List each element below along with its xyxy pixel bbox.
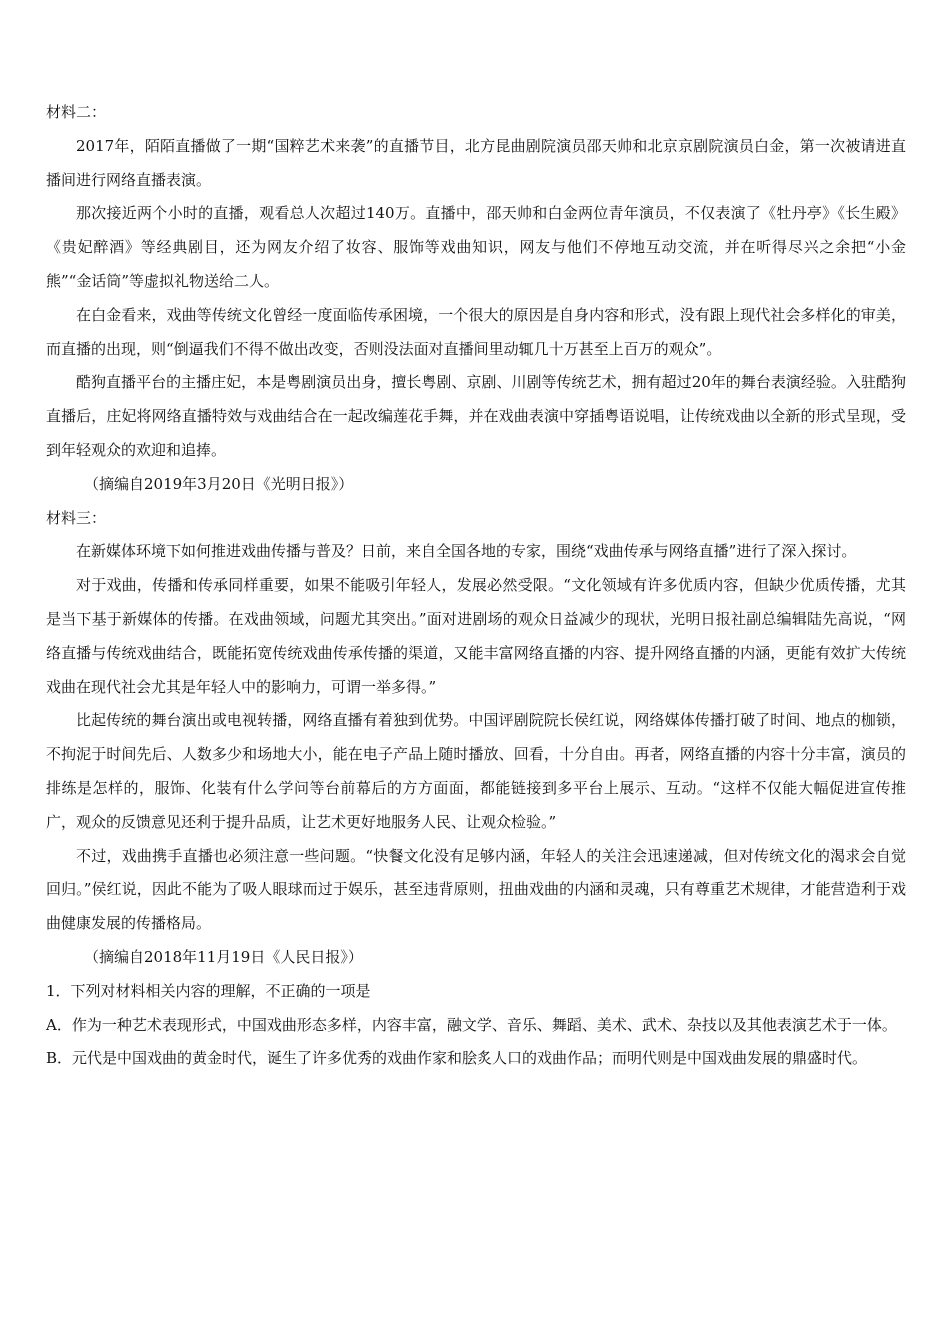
material-three-paragraph-4: 不过，戏曲携手直播也必须注意一些问题。“快餐文化没有足够内涵，年轻人的关注会迅速递减，但对传统文化的渴求会自觉回归。”侯红说，因此不能为了吸人眼球而过于娱乐，甚至违背原则，扭曲戏曲的内涵和灵魂，只有尊重艺术规律，才能营造利于戏曲健康发展的传播格局。 (46, 846, 906, 933)
material-two-paragraph-2: 那次接近两个小时的直播，观看总人次超过140万。直播中，邵天帅和白金两位青年演员，不仅表演了《牡丹亭》《长生殿》《贵妃醉酒》等经典剧目，还为网友介绍了妆容、服饰等戏曲知识，网友与他们不停地互动交流，并在听得尽兴之余把“小金熊”“金话筒”等虚拟礼物送给二人。 (46, 204, 906, 290)
material-three-paragraph-1: 在新媒体环境下如何推进戏曲传播与普及？日前，来自全国各地的专家，围绕“戏曲传承与网络直播”进行了深入探讨。 (76, 542, 857, 561)
material-three-heading: 材料三： (46, 508, 107, 527)
question-1-option-b: B．元代是中国戏曲的黄金时代，诞生了许多优秀的戏曲作家和脍炙人口的戏曲作品；而明代则是中国戏曲发展的鼎盛时代。 (46, 1049, 868, 1068)
material-two-source: （摘编自2019年3月20日《光明日报》） (84, 474, 354, 493)
question-1-stem: 1．下列对材料相关内容的理解，不正确的一项是 (46, 981, 371, 1000)
material-three-paragraph-3: 比起传统的舞台演出或电视转播，网络直播有着独到优势。中国评剧院院长侯红说，网络媒体传播打破了时间、地点的枷锁，不拘泥于时间先后、人数多少和场地大小，能在电子产品上随时播放、回看，十分自由。再者，网络直播的内容十分丰富，演员的排练是怎样的，服饰、化装有什么学问等台前幕后的方方面面，都能链接到多平台上展示、互动。“这样不仅能大幅促进宣传推广，观众的反馈意见还利于提升品质，让艺术更好地服务人民、让观众检验。” (46, 711, 906, 831)
material-two-paragraph-1: 2017年，陌陌直播做了一期“国粹艺术来袭”的直播节目，北方昆曲剧院演员邵天帅和北京京剧院演员白金，第一次被请进直播间进行网络直播表演。 (46, 136, 906, 189)
material-two-paragraph-3: 在白金看来，戏曲等传统文化曾经一度面临传承困境，一个很大的原因是自身内容和形式，没有跟上现代社会多样化的审美，而直播的出现，则“倒逼我们不得不做出改变，否则没法面对直播间里动辄几十万甚至上百万的观众”。 (46, 305, 906, 358)
question-1-option-a: A．作为一种艺术表现形式，中国戏曲形态多样，内容丰富，融文学、音乐、舞蹈、美术、武术、杂技以及其他表演艺术于一体。 (46, 1015, 897, 1034)
material-three-source: （摘编自2018年11月19日《人民日报》） (84, 947, 363, 966)
material-three-paragraph-2: 对于戏曲，传播和传承同样重要，如果不能吸引年轻人，发展必然受限。“文化领域有许多优质内容，但缺少优质传播，尤其是当下基于新媒体的传播。在戏曲领域，问题尤其突出。”面对进剧场的观众日益减少的现状，光明日报社副总编辑陆先高说，“网络直播与传统戏曲结合，既能拓宽传统戏曲传承传播的渠道，又能丰富网络直播的内容、提升网络直播的内涵，更能有效扩大传统戏曲在现代社会尤其是年轻人中的影响力，可谓一举多得。” (46, 576, 906, 696)
material-two-heading: 材料二： (46, 103, 107, 121)
material-two-paragraph-4: 酷狗直播平台的主播庄妃，本是粤剧演员出身，擅长粤剧、京剧、川剧等传统艺术，拥有超过20年的舞台表演经验。入驻酷狗直播后，庄妃将网络直播特效与戏曲结合在一起改编莲花手舞，并在戏曲表演中穿插粤语说唱，让传统戏曲以全新的形式呈现，受到年轻观众的欢迎和追捧。 (46, 373, 906, 459)
